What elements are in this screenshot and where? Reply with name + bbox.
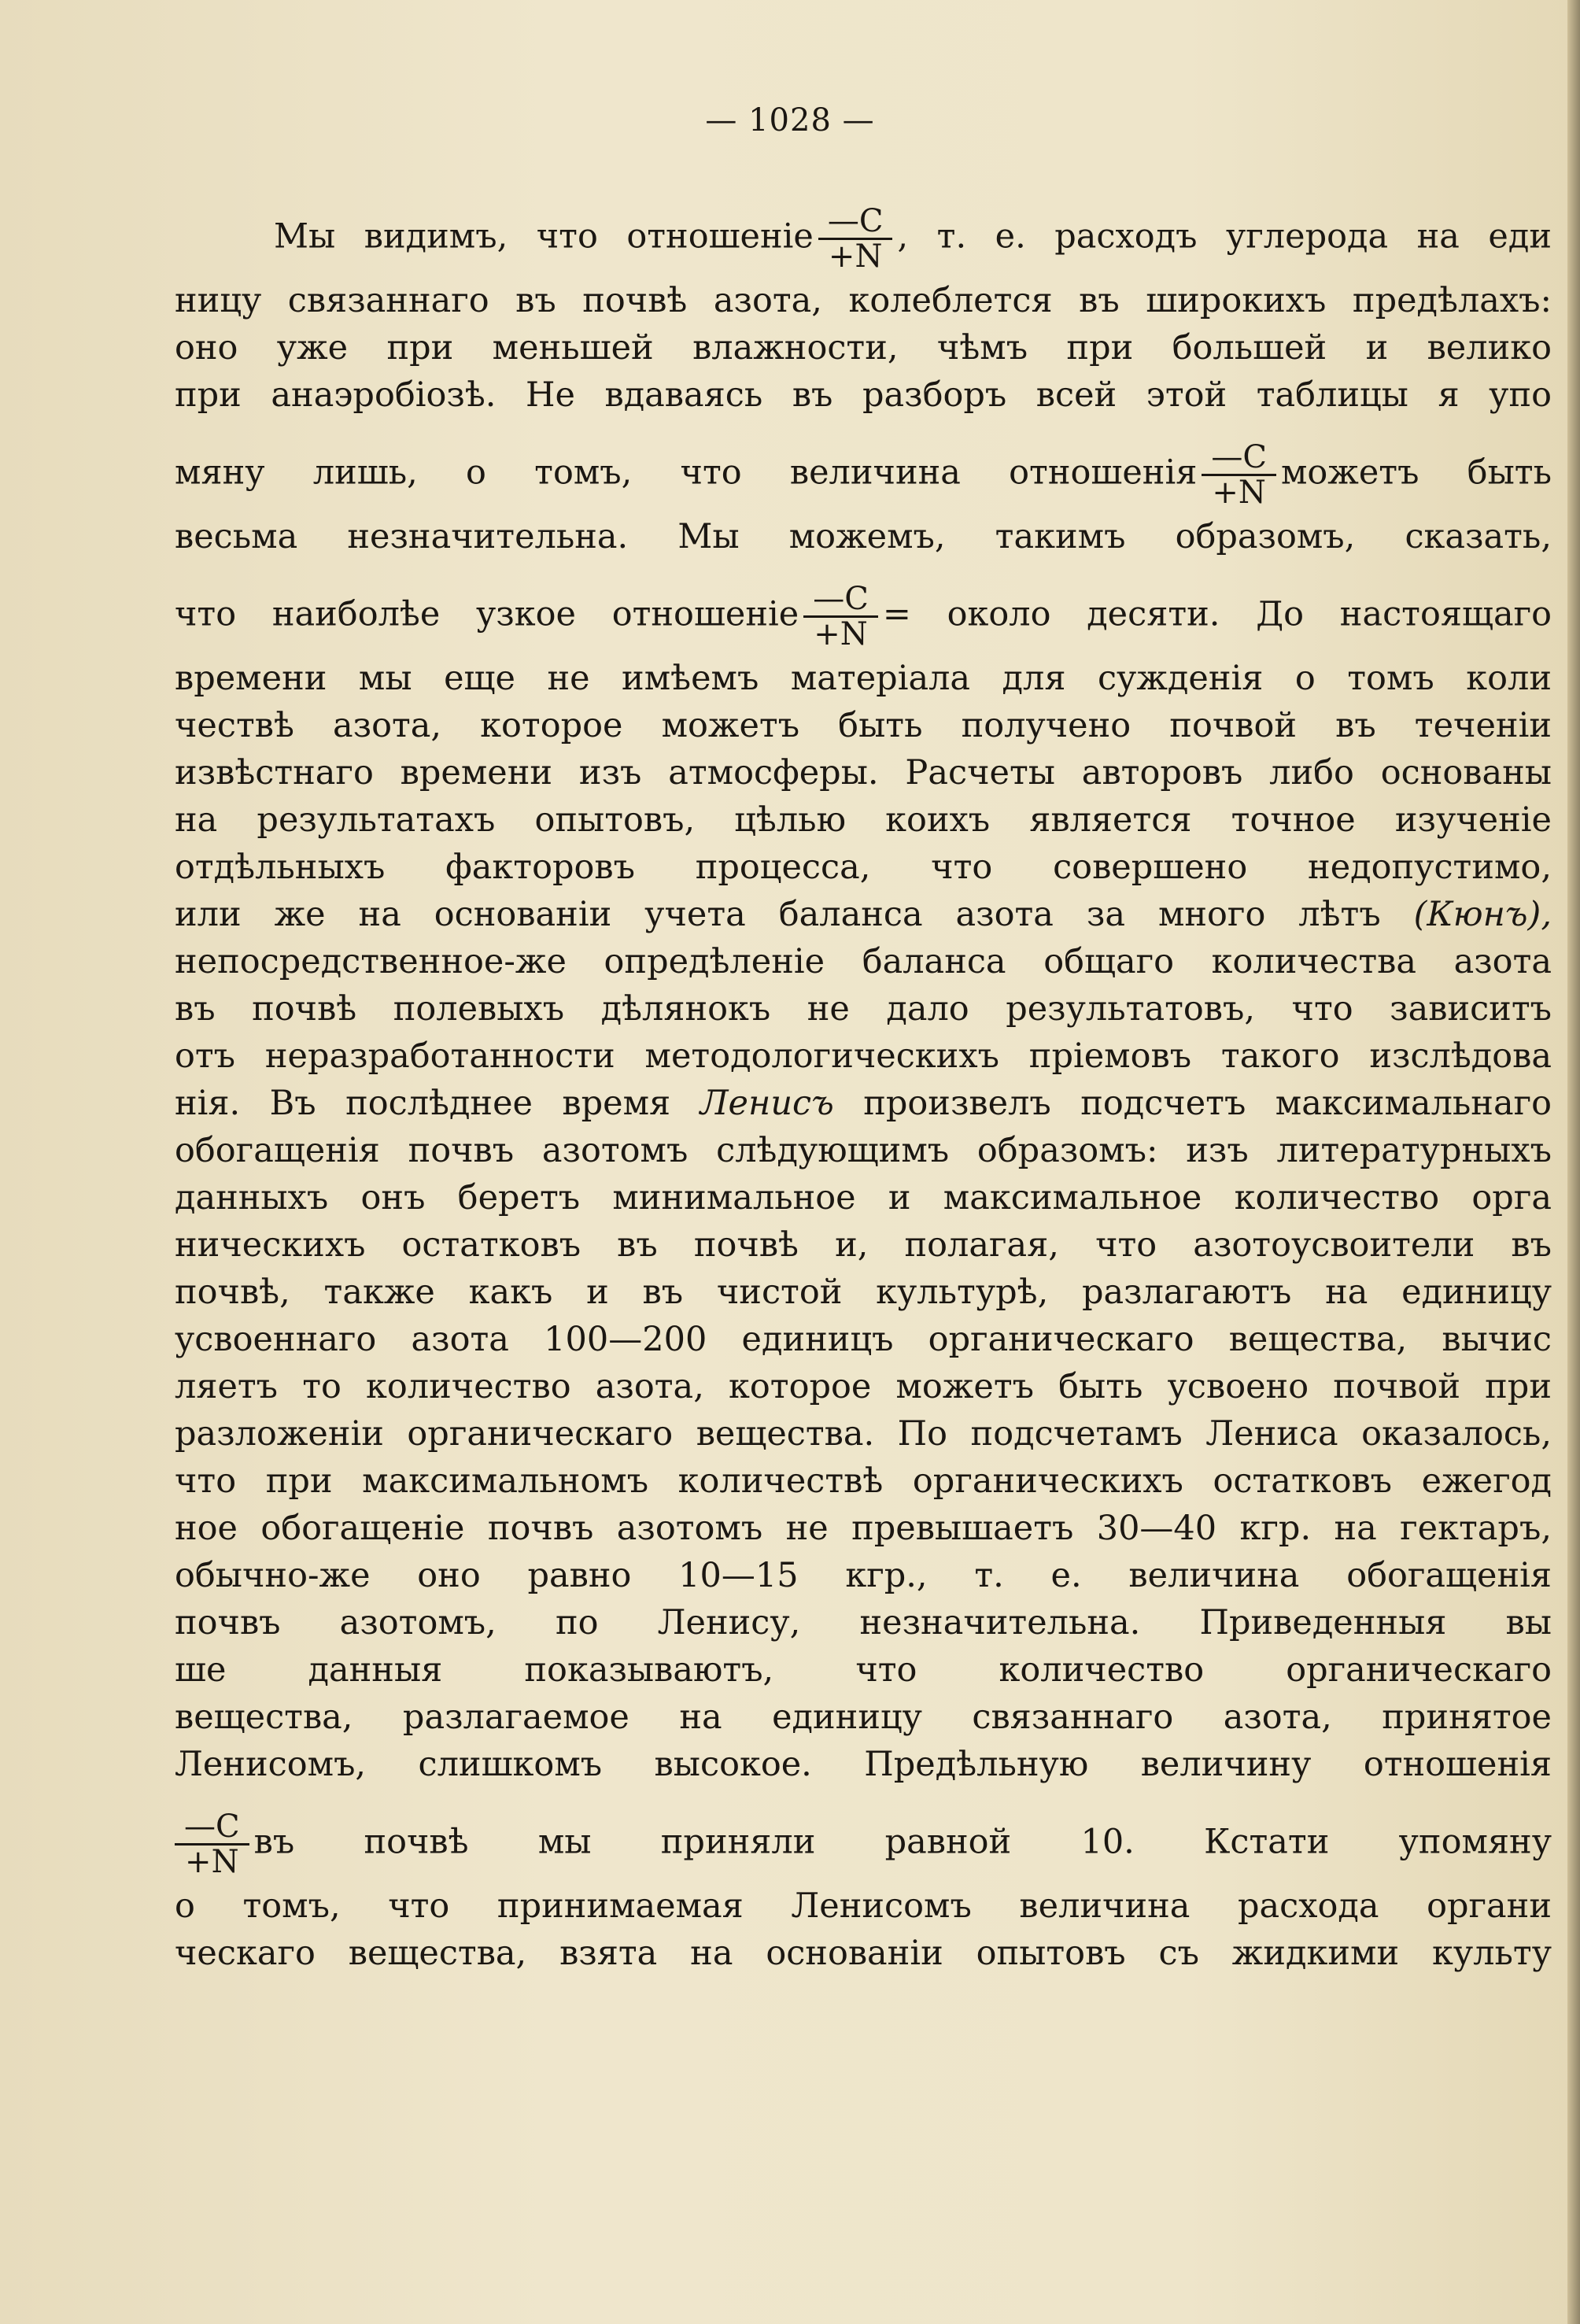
author-name: Ленисъ [700, 1084, 834, 1123]
text-line: при анаэробіозѣ. Не вдаваясь въ разборъ всей этой таблицы я упо [175, 375, 1552, 415]
text-line: ляетъ то количество азота, которое можетъ быть усвоено почвой при [175, 1367, 1552, 1406]
text-line: Мы видимъ, что отношеніе $\frac{—C}{+N}$ , т. е. расходъ углерода на еди [274, 203, 1552, 275]
text-line: что при максимальномъ количествѣ органическихъ остатковъ ежегод [175, 1461, 1552, 1501]
text-line: почвъ азотомъ, по Ленису, незначительна. Приведенныя вы [175, 1603, 1552, 1642]
text-line: ное обогащеніе почвъ азотомъ не превышаетъ 30—40 кгр. на гектаръ, [175, 1509, 1552, 1548]
text-line: мяну лишь, о томъ, что величина отношенія $\frac{—C}{+N}$ можетъ быть [175, 439, 1552, 511]
text-line: почвѣ, также какъ и въ чистой культурѣ, разлагаютъ на единицу [175, 1273, 1552, 1312]
text-line: въ почвѣ полевыхъ дѣлянокъ не дало результатовъ, что зависитъ [175, 989, 1552, 1029]
text-line: Ленисомъ, слишкомъ высокое. Предѣльную величину отношенія [175, 1745, 1552, 1784]
text-line: отдѣльныхъ факторовъ процесса, что совершено недопустимо, [175, 848, 1552, 887]
text-line: или же на основаніи учета баланса азота за много лѣтъ (Кюнъ), [175, 895, 1552, 934]
fraction-c-over-n: $\frac{—C}{+N}$ [803, 582, 878, 651]
text-line: оно уже при меньшей влажности, чѣмъ при большей и велико [175, 328, 1552, 368]
text-line: ницу связаннаго въ почвѣ азота, колеблется въ широкихъ предѣлахъ: [175, 281, 1552, 320]
text-line: $\frac{—C}{+N}$ въ почвѣ мы приняли равной 10. Кстати упомяну [175, 1788, 1552, 1882]
text-line: данныхъ онъ беретъ минимальное и максимальное количество орга [175, 1178, 1552, 1217]
text-line: ническихъ остатковъ въ почвѣ и, полагая, что азотоусвоители въ [175, 1225, 1552, 1265]
author-name: (Кюнъ), [1413, 895, 1552, 934]
page-number: — 1028 — [705, 102, 875, 139]
text-line: ше данныя показываютъ, что количество органическаго [175, 1650, 1552, 1690]
text-line: нія. Въ послѣднее время Ленисъ произвелъ подсчетъ максимальнаго [175, 1084, 1552, 1123]
text-line: чествѣ азота, которое можетъ быть получено почвой въ теченіи [175, 706, 1552, 745]
text-line: обычно-же оно равно 10—15 кгр., т. е. величина обогащенія [175, 1556, 1552, 1595]
text-line: что наиболѣе узкое отношеніе $\frac{—C}{+N}$ = около десяти. До настоящаго [175, 581, 1552, 652]
text-line: усвоеннаго азота 100—200 единицъ органическаго вещества, вычис [175, 1320, 1552, 1359]
text-line: извѣстнаго времени изъ атмосферы. Расчеты авторовъ либо основаны [175, 753, 1552, 793]
text-line: непосредственное-же опредѣленіе баланса общаго количества азота [175, 942, 1552, 981]
fraction-c-over-n: $\frac{—C}{+N}$ [175, 1810, 249, 1879]
page-edge [1567, 0, 1580, 2324]
text-line: разложеніи органическаго вещества. По подсчетамъ Лениса оказалось, [175, 1414, 1552, 1454]
body-text [175, 183, 1552, 1977]
text-line: времени мы еще не имѣемъ матеріала для сужденія о томъ коли [175, 659, 1552, 698]
fraction-c-over-n: $\frac{—C}{+N}$ [1202, 441, 1276, 509]
text-line: вещества, разлагаемое на единицу связаннаго азота, принятое [175, 1698, 1552, 1737]
text-line: обогащенія почвъ азотомъ слѣдующимъ образомъ: изъ литературныхъ [175, 1131, 1552, 1170]
text-line: ческаго вещества, взята на основаніи опытовъ съ жидкими культу [175, 1934, 1552, 1973]
fraction-c-over-n: $\frac{—C}{+N}$ [818, 205, 893, 273]
text-line: отъ неразработанности методологическихъ пріемовъ такого изслѣдова [175, 1036, 1552, 1076]
text-line: на результатахъ опытовъ, цѣлью коихъ является точное изученіе [175, 800, 1552, 840]
text-line: весьма незначительна. Мы можемъ, такимъ образомъ, сказать, [175, 517, 1552, 556]
text-line: о томъ, что принимаемая Ленисомъ величина расхода органи [175, 1886, 1552, 1926]
